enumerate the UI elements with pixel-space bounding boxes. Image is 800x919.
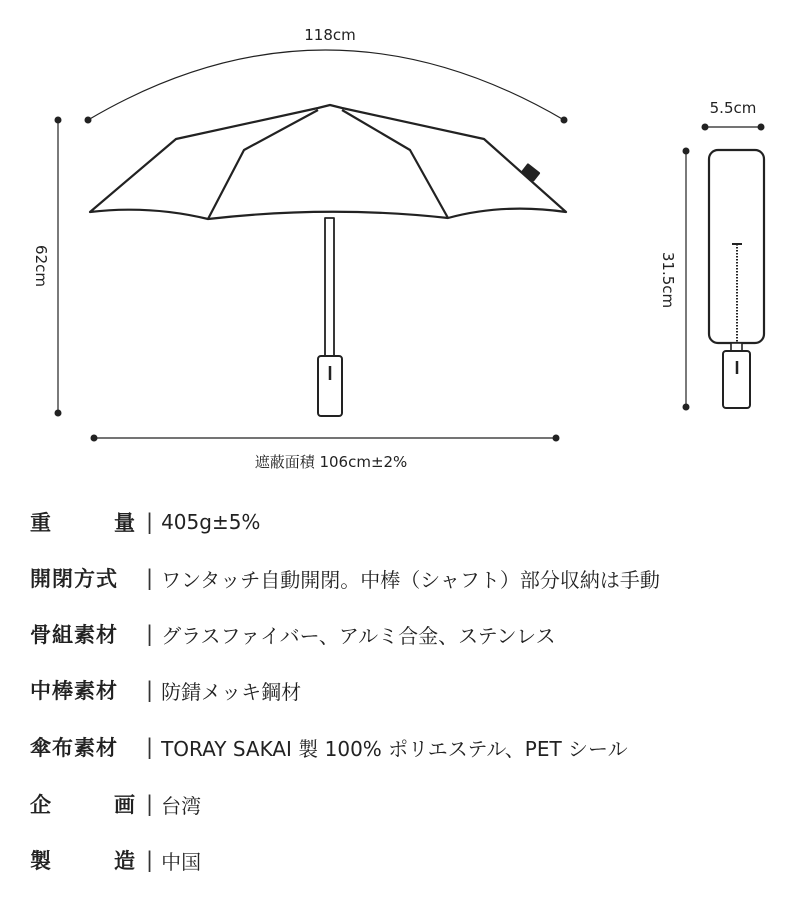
spec-label-manufacture: 製 造 [30,849,136,873]
separator: | [146,678,154,702]
spec-value-weight: 405g±5% [161,510,261,534]
spec-row-frame-material [30,614,556,654]
spec-label-weight: 重 量 [30,511,136,535]
separator: | [146,566,154,590]
spec-row-planning [30,784,201,824]
separator: | [146,622,154,646]
spec-label-open-close: 開閉方式 [30,567,118,591]
folded-width-dimension [702,99,765,131]
spec-value-frame-material: グラスファイバー、アルミ合金、ステンレス [161,623,556,648]
spec-value-shaft-material: 防錆メッキ鋼材 [161,679,302,704]
spec-value-manufacture: 中国 [161,849,202,874]
spec-row-manufacture [30,840,201,880]
coverage-label: 遮蔽面積 106cm±2% [254,453,408,471]
folded-umbrella-icon [709,150,764,408]
coverage-dimension [91,435,560,472]
spec-row-shaft-material [30,670,301,710]
spec-row-weight [30,502,260,542]
spec-label-frame-material: 骨組素材 [30,623,118,647]
folded-width-label: 5.5cm [709,99,757,117]
separator: | [146,848,154,872]
folded-length-dimension [659,148,690,411]
separator: | [146,735,154,759]
separator: | [146,792,154,816]
spec-value-open-close: ワンタッチ自動開閉。中棒（シャフト）部分収納は手動 [161,567,660,592]
separator: | [146,510,154,534]
open-height-label: 62cm [32,245,50,287]
spec-row-canopy-material [30,727,628,767]
spec-value-planning: 台湾 [161,793,202,818]
open-umbrella-icon [90,105,566,416]
spec-value-canopy-material: TORAY SAKAI 製 100% ポリエステル、PET シール [161,736,628,761]
open-height-dimension [32,117,62,417]
spec-label-shaft-material: 中棒素材 [30,679,118,703]
spec-label-planning: 企 画 [30,793,136,817]
spec-label-canopy-material: 傘布素材 [30,736,118,760]
open-width-label: 118cm [304,26,356,44]
spec-row-open-close [30,558,660,598]
folded-length-label: 31.5cm [659,251,677,309]
